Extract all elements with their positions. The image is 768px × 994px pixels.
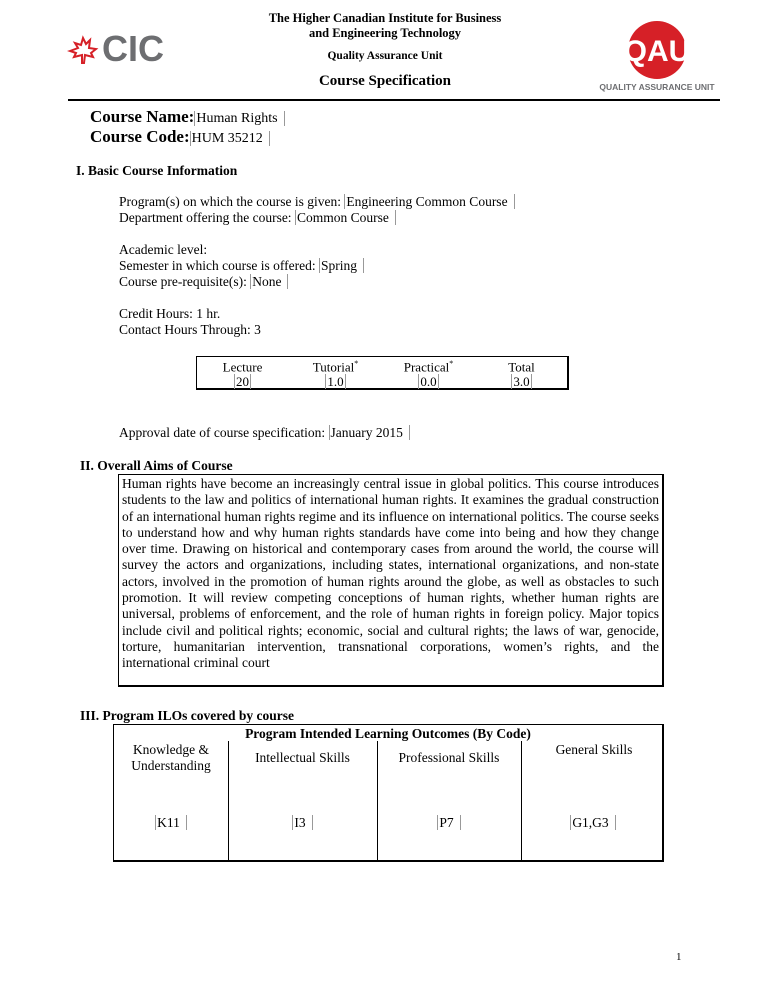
ilo-header-intellectual: Intellectual Skills: [255, 750, 350, 765]
contact-hours: Contact Hours Through: 3: [119, 322, 261, 337]
cic-logo: [66, 27, 216, 67]
academic-level: Academic level:: [119, 242, 208, 257]
hours-table-header-row: [196, 356, 568, 374]
program-row: [119, 194, 515, 210]
ilo-header-professional: Professional Skills: [398, 750, 500, 765]
header-divider: [68, 99, 720, 101]
prereq-row: [119, 274, 288, 290]
svg-text:QUALITY ASSURANCE UNIT: QUALITY ASSURANCE UNIT: [599, 82, 715, 92]
ilo-value-general: G1,G3: [570, 815, 615, 830]
hours-header-total: Total: [508, 359, 535, 375]
approval-label: Approval date of course specification:: [119, 425, 329, 440]
hours-header-tutorial: Tutorial*: [312, 359, 359, 375]
course-code-value: HUM 35212: [190, 131, 270, 146]
course-name-label: Course Name:: [90, 107, 195, 126]
program-label: Program(s) on which the course is given:: [119, 194, 345, 209]
aims-text: Human rights have become an increasingly central issue in global politics. This course introduces students to the law and politics of international human rights. It examines the gradual construction of an international human rights regime and its influence on international politics. The course seeks to understand how and why human rights standards have come into being and how they change over time. Drawing on historical and contemporary cases from around the world, the course will survey the actors and organizations, including states, international organizations, and non-state actors, involved in the promotion of human rights around the globe, as well as obstacles to such promotion. It will review competing conceptions of human rights, whether human rights are universal, problems of enforcement, and the role of human rights in foreign policy. Major topics include civil and political rights; economic, social and cultural rights; the laws of war, genocide, torture, humanitarian intervention, transnational corporations, women’s rights, and the international criminal court: [118, 474, 664, 687]
ilo-table-title: Program Intended Learning Outcomes (By Code): [245, 726, 531, 741]
ilo-value-intellectual: I3: [292, 815, 312, 830]
page-number: 1: [676, 951, 682, 963]
hours-value-practical: 0.0: [420, 374, 437, 390]
approval-value: January 2015: [329, 425, 410, 440]
institute-line-1: The Higher Canadian Institute for Business: [268, 11, 502, 25]
ilo-value-professional: P7: [437, 815, 460, 830]
prereq-label: Course pre-requisite(s):: [119, 274, 251, 289]
ilo-table: [113, 724, 664, 862]
approval-row: [119, 425, 410, 441]
ilo-divider-3: [521, 741, 522, 860]
hours-value-tutorial: 1.0: [327, 374, 344, 390]
department-value: Common Course: [295, 210, 396, 225]
hours-value-lecture: 20: [236, 374, 249, 390]
section-ilos-heading: III. Program ILOs covered by course: [80, 708, 294, 723]
department-label: Department offering the course:: [119, 210, 295, 225]
maple-leaf-icon: [66, 27, 216, 67]
institute-name: [230, 11, 540, 41]
prereq-value: None: [250, 274, 288, 289]
program-value: Engineering Common Course: [344, 194, 514, 209]
course-code-row: [90, 127, 270, 147]
section-aims-heading: II. Overall Aims of Course: [80, 458, 233, 473]
hours-header-lecture: Lecture: [222, 359, 263, 375]
hours-table: [196, 356, 568, 389]
course-name-row: [90, 107, 285, 127]
semester-value: Spring: [319, 258, 364, 273]
hours-header-practical: Practical*: [403, 359, 454, 375]
document-title: Course Specification: [318, 73, 452, 89]
semester-row: [119, 258, 364, 274]
svg-text:CIC: CIC: [102, 28, 164, 67]
section-basic-heading: I. Basic Course Information: [76, 163, 238, 178]
course-name-value: Human Rights: [194, 111, 284, 126]
ilo-header-general: General Skills: [555, 742, 633, 757]
course-code-label: Course Code:: [90, 127, 190, 146]
svg-text:QAU: QAU: [623, 35, 691, 68]
ilo-header-knowledge: Knowledge & Understanding: [131, 742, 211, 773]
institute-line-2: and Engineering Technology: [308, 26, 462, 40]
hours-value-total: 3.0: [513, 374, 530, 390]
unit-name: Quality Assurance Unit: [327, 50, 443, 62]
ilo-value-knowledge: K11: [155, 815, 187, 830]
qau-logo: [596, 18, 718, 94]
department-row: [119, 210, 396, 226]
hours-table-value-row: [196, 374, 568, 389]
credit-hours: Credit Hours: 1 hr.: [119, 306, 221, 321]
semester-label: Semester in which course is offered:: [119, 258, 319, 273]
